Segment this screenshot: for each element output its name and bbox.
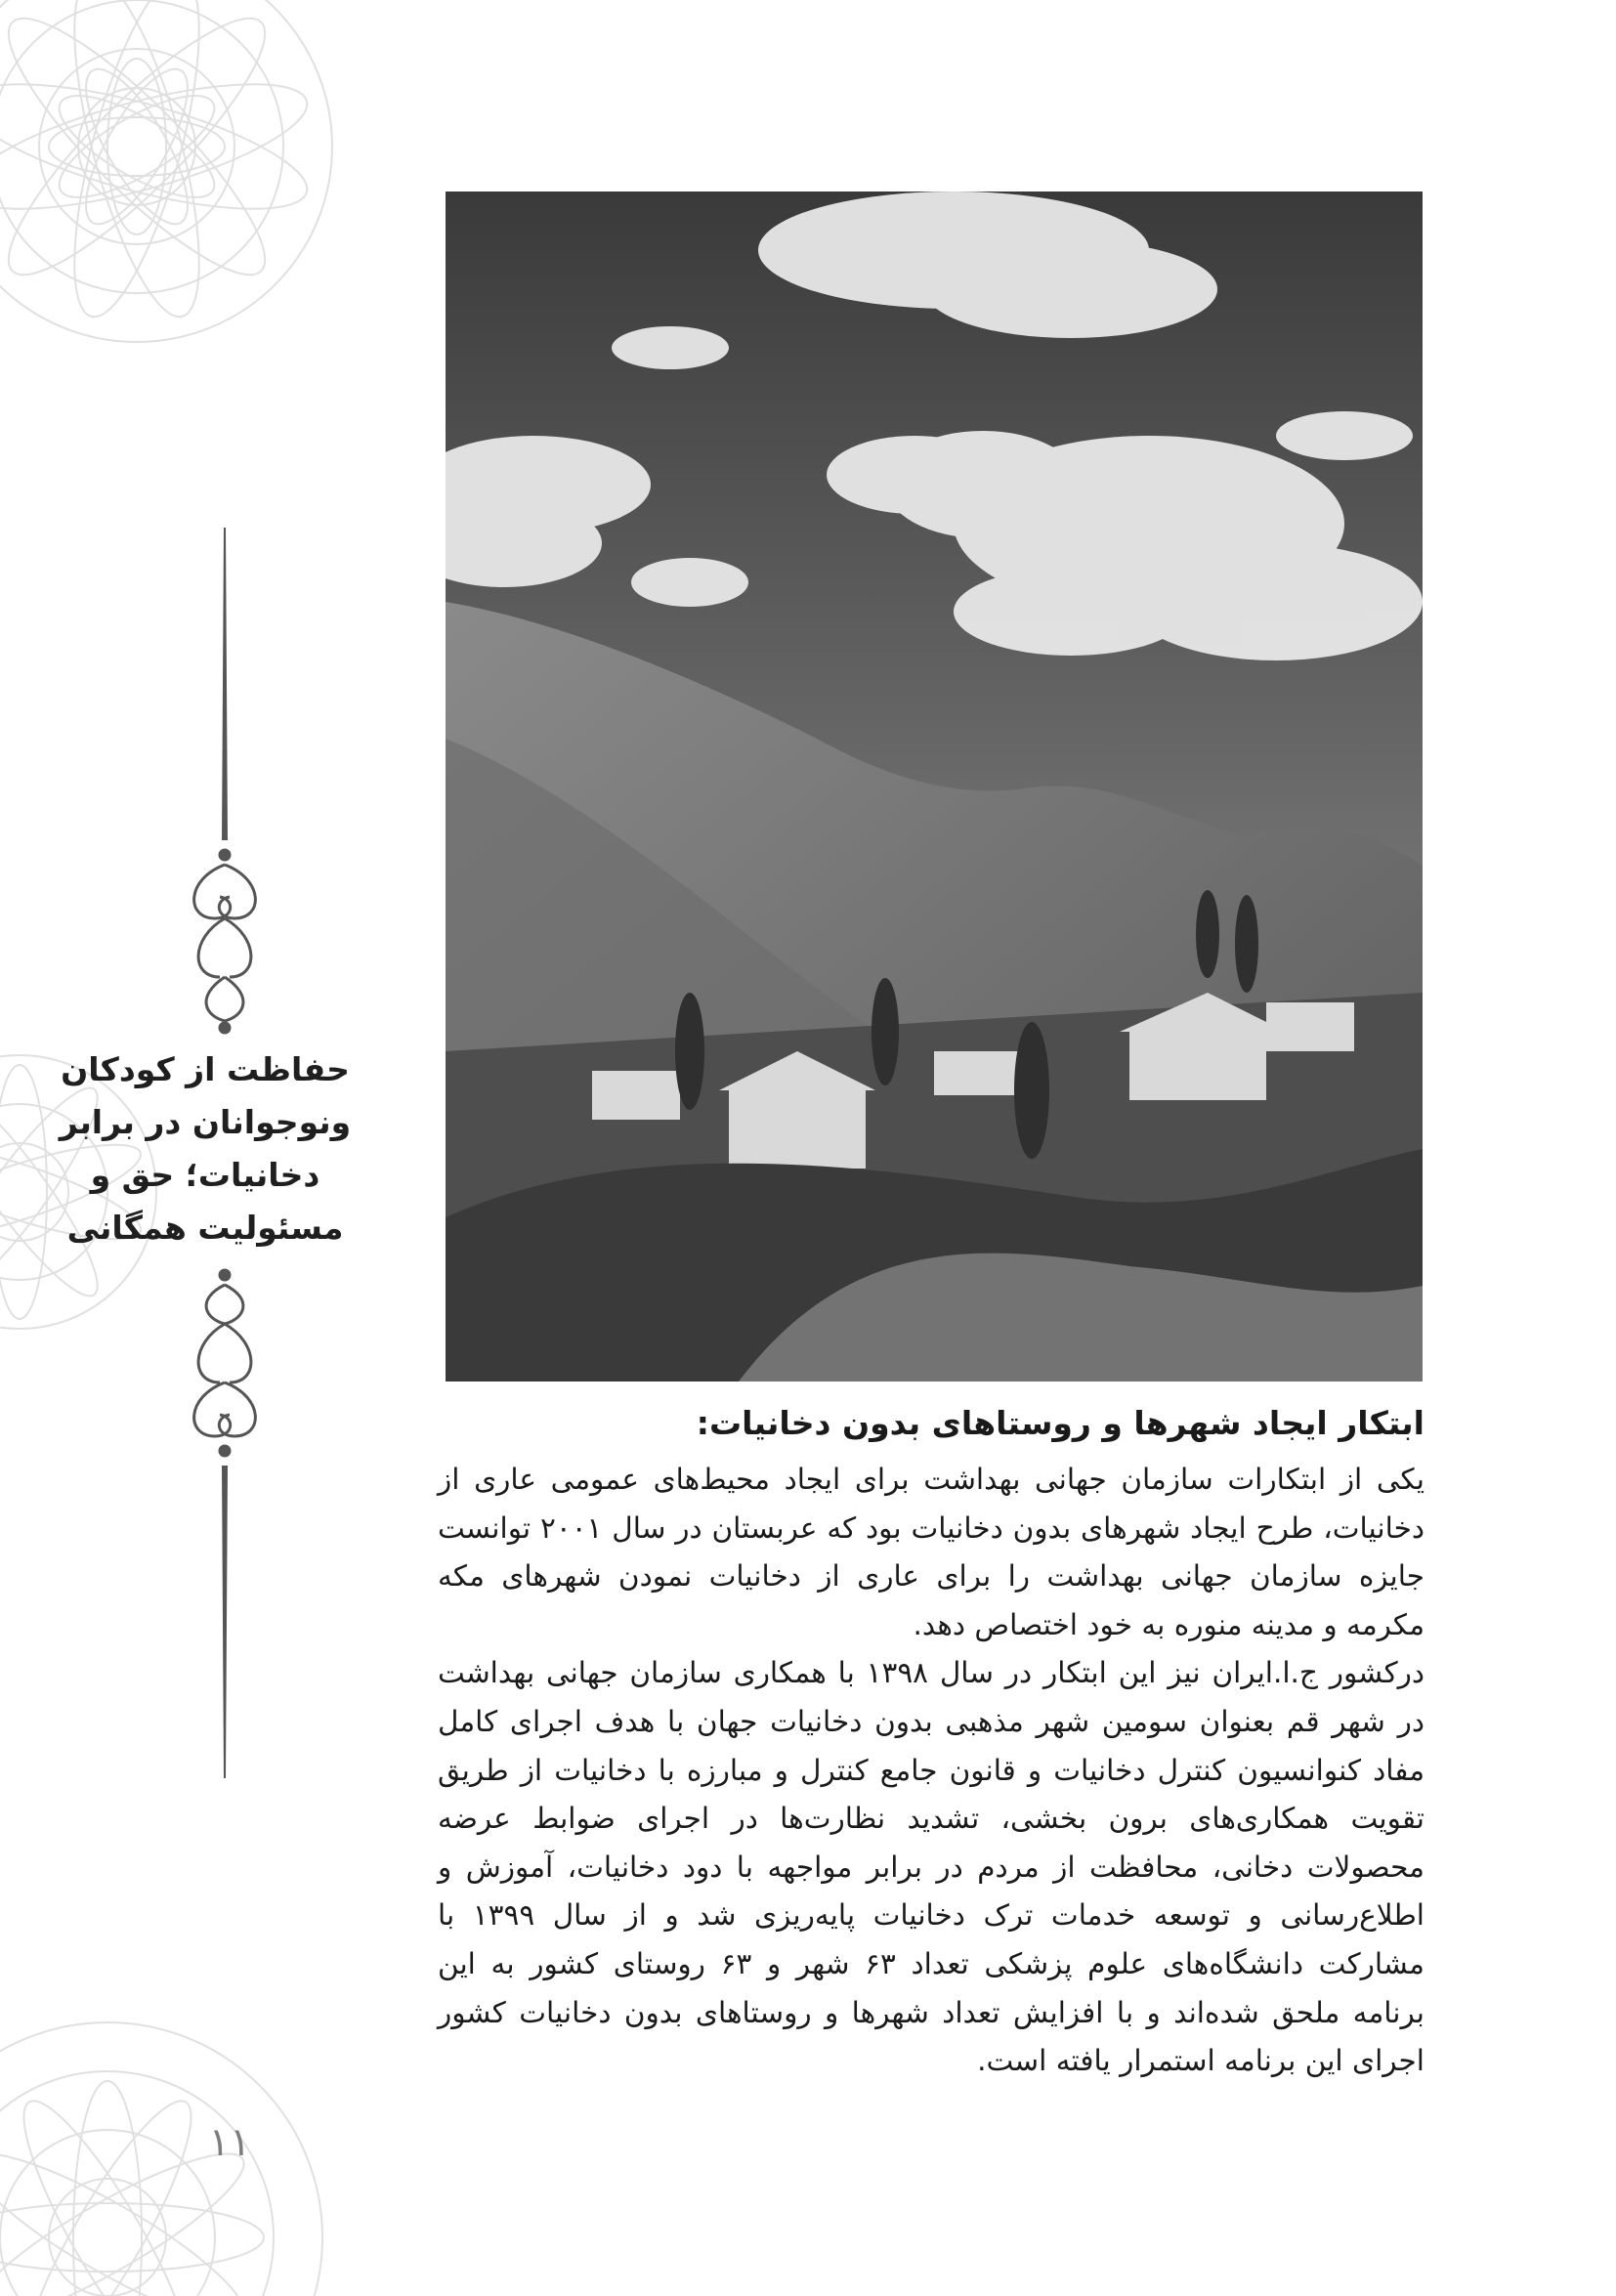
mandala-ornament-icon xyxy=(0,1983,332,2296)
section-title-line: مسئولیت همگانی xyxy=(66,1209,344,1247)
section-title xyxy=(59,1043,352,1254)
article-section xyxy=(438,1399,1425,2086)
filigree-ornament-icon xyxy=(194,1270,256,1456)
filigree-ornament-icon xyxy=(194,850,256,1033)
section-title-line: ونوجوانان در برابر xyxy=(59,1103,352,1141)
section-title-line: حفاظت از کودکان xyxy=(61,1050,350,1088)
page-number: ۱۱ xyxy=(208,2120,251,2165)
article-paragraph: یکی از ابتکارات سازمان جهانی بهداشت برای ایجاد محیط‌های عمومی عاری از دخانیات، طرح ایجاد شهرهای بدون دخانیات بود که عربستان در سال ۲۰۰۱ توانست جایزه سازمان جهانی بهداشت را برای عاری از دخانیات نمودن شهرهای مکه مکرمه و مدینه منوره به خود اختصاص دهد. xyxy=(438,1463,1425,1641)
landscape-photo-icon xyxy=(446,191,1423,1382)
section-title-line: دخانیات؛ حق و xyxy=(90,1156,320,1194)
article-paragraph: درکشور ج.ا.ایران نیز این ابتکار در سال ۱۳۹۸ با همکاری سازمان جهانی بهداشت در شهر قم بعنوان سومین شهر مذهبی بدون دخانیات جهان با هدف اجرای کامل مفاد کنوانسیون کنترل دخانیات و قانون جامع کنترل و مبارزه با دخانیات از طریق تقویت همکاری‌های برون بخشی، تشدید نظارت‌ها در اجرای ضوابط عرضه محصولات دخانی، محافظت از مردم در برابر مواجهه با دود دخانیات، آموزش و اطلاع‌رسانی و توسعه خدمات ترک دخانیات پایه‌ریزی شد و از سال ۱۳۹۹ با مشارکت دانشگاه‌های علوم پزشکی تعداد ۶۳ شهر و ۶۳ روستای کشور به این برنامه ملحق شده‌اند و با افزایش تعداد شهرها و روستاهای بدون دخانیات کشور اجرای این برنامه استمرار یافته است. xyxy=(438,1656,1425,2078)
mandala-ornament-icon xyxy=(0,0,371,410)
article-heading: ابتکار ایجاد شهرها و روستاهای بدون دخانیات: xyxy=(696,1404,1425,1442)
village-landscape-photo xyxy=(446,191,1423,1382)
